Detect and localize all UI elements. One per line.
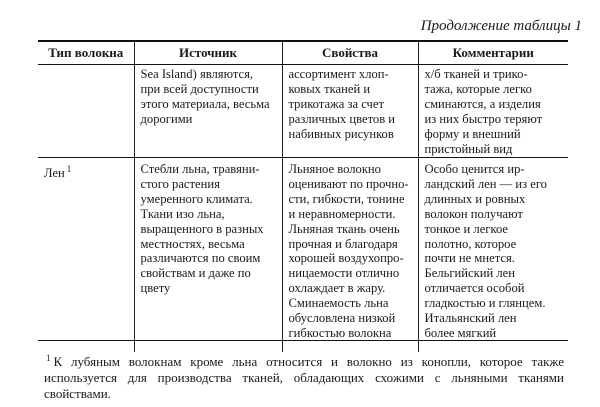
text-line: гибкостью волокна	[288, 325, 392, 340]
text-line: трикотажа за счет	[288, 96, 384, 111]
table-row	[38, 65, 568, 158]
fiber-table	[38, 40, 568, 352]
text-line: Льняное волокно	[288, 162, 381, 176]
text-line: набивных рисунков	[288, 126, 394, 141]
text-line: отличается особой	[424, 281, 525, 296]
text-line: дорогими	[140, 111, 193, 126]
text-line: Ткани изо льна,	[140, 206, 225, 221]
text-line: ассортимент хлоп-	[288, 67, 389, 81]
footnote-reference[interactable]: 1	[66, 164, 72, 174]
header-source: Источник	[134, 41, 282, 65]
text-line: этого материала, весьма	[140, 96, 270, 111]
text-line: сминаются, а изделия	[424, 96, 541, 111]
fiber-name: Лен	[44, 166, 65, 180]
comments-cell	[418, 158, 568, 353]
text-line: цвету	[140, 281, 171, 296]
text-line: свойствам и даже по	[140, 266, 251, 281]
footnote-marker: 1	[46, 353, 51, 363]
text-line: охлаждает в жару.	[288, 281, 386, 296]
header-fiber-type: Тип волокна	[38, 41, 134, 65]
text-line: пристойный вид	[424, 141, 513, 156]
text-line: оценивают по прочно-	[288, 176, 409, 191]
header-comments: Комментарии	[418, 41, 568, 65]
text-line: и неравномерности.	[288, 206, 396, 221]
text-line: форму и внешний	[424, 126, 521, 141]
text-line: длинных и ровных	[424, 191, 526, 206]
text-line: выращенного в разных	[140, 221, 264, 236]
properties-cell	[282, 65, 418, 158]
text-line: Sea Island) являются,	[140, 67, 254, 81]
text-line: Бельгийский лен	[424, 266, 515, 281]
table-row	[38, 158, 568, 353]
source-cell	[134, 158, 282, 353]
properties-cell	[282, 158, 418, 353]
text-line: Сминаемость льна	[288, 296, 389, 311]
text-line: тонкое и легкое	[424, 221, 508, 236]
text-line: полотно, которое	[424, 236, 517, 251]
text-line: стого растения	[140, 176, 220, 191]
table-continuation-caption: Продолжение таблицы 1	[420, 18, 582, 34]
text-line: сти, гибкости, тонине	[288, 191, 405, 206]
comments-cell	[418, 65, 568, 158]
fiber-type-cell	[38, 65, 134, 158]
text-line: ницаемости отлично	[288, 266, 400, 281]
text-line: более мягкий	[424, 325, 497, 340]
text-line: ковых тканей и	[288, 81, 371, 96]
text-line: различаются по своим	[140, 251, 261, 266]
text-line: Стебли льна, травяни-	[140, 162, 260, 176]
fiber-type-cell	[38, 158, 134, 353]
text-line: различных цветов и	[288, 111, 396, 126]
text-line: Льняная ткань очень	[288, 221, 400, 236]
text-line: хорошей воздухопро-	[288, 251, 404, 266]
text-line: гладкостью и глянцем.	[424, 296, 546, 311]
text-line: Особо ценится ир-	[424, 162, 525, 176]
text-line: умеренного климата.	[140, 191, 253, 206]
text-line: прочная и благодаря	[288, 236, 398, 251]
table-header-row	[38, 41, 568, 65]
text-line: почти не мнется.	[424, 251, 515, 266]
text-line: тажа, которые легко	[424, 81, 532, 96]
text-line: Итальянский лен	[424, 311, 517, 326]
text-line: х/б тканей и трико-	[424, 67, 528, 81]
text-line: местностях, весьма	[140, 236, 245, 251]
source-cell	[134, 65, 282, 158]
text-line: при всей доступности	[140, 81, 259, 96]
footnote-separator	[38, 340, 568, 341]
footnote	[44, 350, 564, 402]
footnote-text: К лубяным волокнам кроме льна относится и волокно из конопли, которое также используется для производства тканей, обладающих схожими с льняными тканями свойствами.	[44, 354, 564, 401]
text-line: волокон получают	[424, 206, 523, 221]
text-line: ландский лен — из его	[424, 176, 547, 191]
header-properties: Свойства	[282, 41, 418, 65]
text-line: обусловлена низкой	[288, 311, 396, 326]
text-line: из них быстро теряют	[424, 111, 543, 126]
